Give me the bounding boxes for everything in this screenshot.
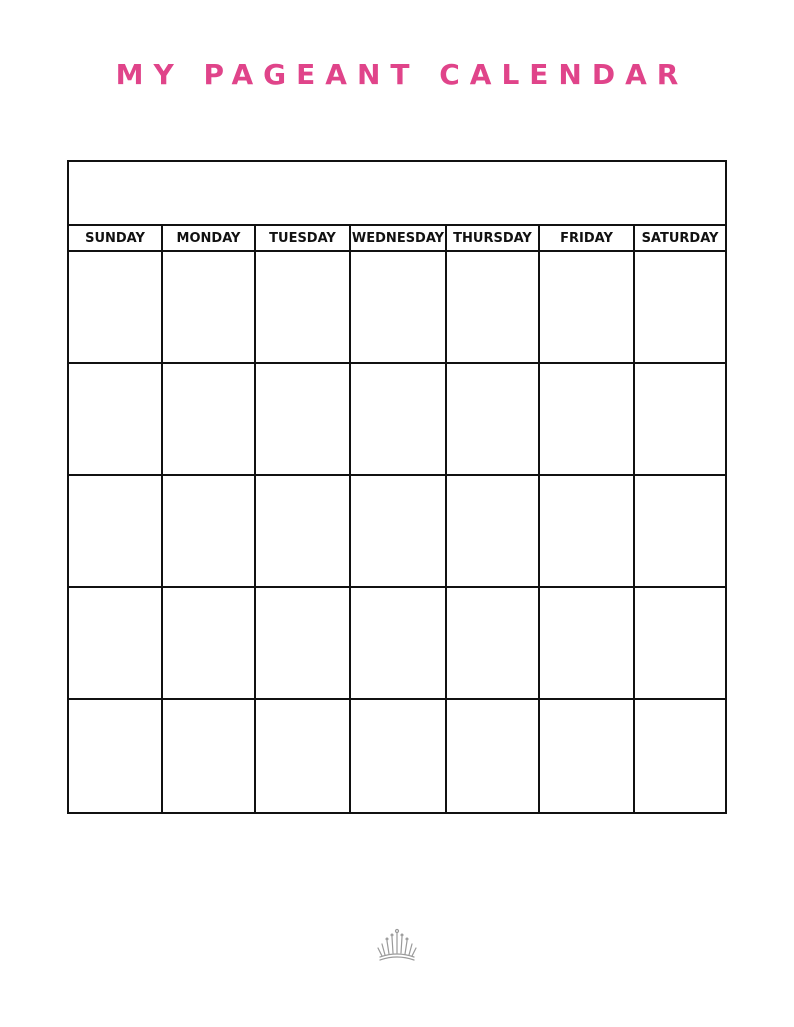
month-header-bar[interactable] xyxy=(69,162,725,226)
day-cell[interactable] xyxy=(635,476,725,588)
day-cell[interactable] xyxy=(256,588,351,700)
day-cell[interactable] xyxy=(69,476,163,588)
day-header-wednesday: WEDNESDAY xyxy=(351,226,447,252)
day-cell[interactable] xyxy=(447,588,540,700)
day-header-friday: FRIDAY xyxy=(540,226,635,252)
day-header-sunday: SUNDAY xyxy=(69,226,163,252)
day-cell[interactable] xyxy=(540,252,635,364)
day-cell[interactable] xyxy=(163,700,256,812)
day-cell[interactable] xyxy=(540,588,635,700)
day-cell[interactable] xyxy=(163,588,256,700)
day-cell[interactable] xyxy=(635,364,725,476)
day-cell[interactable] xyxy=(256,700,351,812)
day-cell[interactable] xyxy=(447,364,540,476)
day-cell[interactable] xyxy=(351,700,447,812)
page-title: MY PAGEANT CALENDAR xyxy=(115,58,689,91)
day-cell[interactable] xyxy=(163,364,256,476)
day-cell[interactable] xyxy=(635,588,725,700)
day-cell[interactable] xyxy=(447,476,540,588)
day-cell[interactable] xyxy=(447,252,540,364)
calendar-grid xyxy=(67,160,727,814)
day-cell[interactable] xyxy=(256,476,351,588)
day-cell[interactable] xyxy=(447,700,540,812)
day-cell[interactable] xyxy=(69,588,163,700)
day-cell[interactable] xyxy=(351,588,447,700)
calendar-days-grid xyxy=(69,226,725,812)
day-cell[interactable] xyxy=(256,252,351,364)
day-header-saturday: SATURDAY xyxy=(635,226,725,252)
day-cell[interactable] xyxy=(163,476,256,588)
day-cell[interactable] xyxy=(69,700,163,812)
day-header-thursday: THURSDAY xyxy=(447,226,540,252)
day-cell[interactable] xyxy=(256,364,351,476)
day-cell[interactable] xyxy=(351,364,447,476)
day-cell[interactable] xyxy=(635,700,725,812)
day-cell[interactable] xyxy=(351,252,447,364)
day-header-monday: MONDAY xyxy=(163,226,256,252)
crown-icon xyxy=(374,927,420,965)
day-cell[interactable] xyxy=(540,364,635,476)
day-cell[interactable] xyxy=(69,364,163,476)
day-cell[interactable] xyxy=(635,252,725,364)
day-cell[interactable] xyxy=(540,476,635,588)
day-cell[interactable] xyxy=(540,700,635,812)
day-cell[interactable] xyxy=(163,252,256,364)
day-cell[interactable] xyxy=(69,252,163,364)
day-cell[interactable] xyxy=(351,476,447,588)
day-header-tuesday: TUESDAY xyxy=(256,226,351,252)
